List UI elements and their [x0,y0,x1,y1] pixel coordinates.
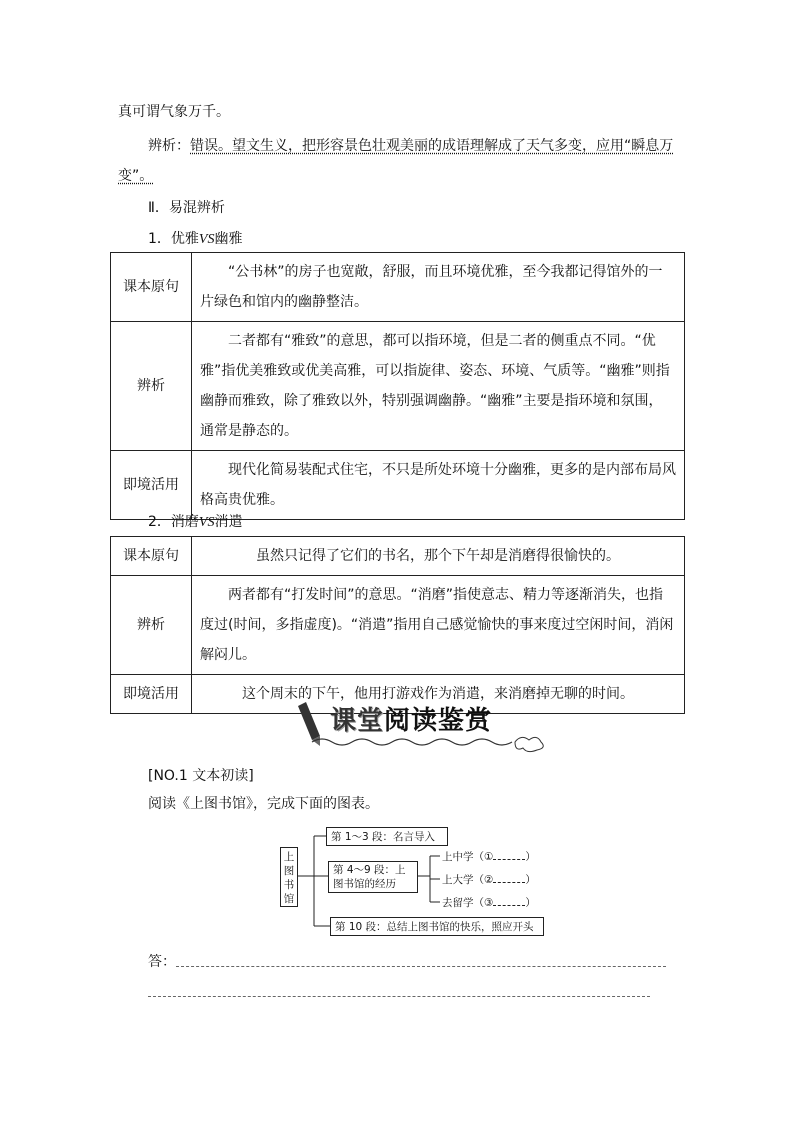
item2-title [148,512,242,533]
row-text: 两者都有“打发时间”的意思。“消磨”指使意志、精力等逐渐消失，也指度过(时间，多指虚度)。“消遣”指用自己感觉愉快的事来度过空闲时间，消闲解闷儿。 [192,576,685,675]
row-text: 这个周末的下午，他用打游戏作为消遣，来消磨掉无聊的时间。 [192,675,685,714]
table-row [111,253,685,322]
item2-num: 2． [148,514,171,530]
answer-line-1[interactable] [176,966,666,967]
row-label: 辨析 [111,322,192,451]
banner-title-b: 阅读鉴赏 [384,706,493,736]
row-text: 二者都有“雅致”的意思，都可以指环境，但是二者的侧重点不同。“优雅”指优美雅致或优美高雅，可以指旋律、姿态、环境、气质等。“幽雅”则指幽静而雅致，除了雅致以外，特别强调幽静。“幽雅”主要是指环境和氛围，通常是静态的。 [192,322,685,451]
row-label: 辨析 [111,576,192,675]
structure-diagram [270,825,570,940]
answer-label: 答： [148,954,176,970]
answer-line-2[interactable] [148,996,650,997]
item1-table [110,252,685,520]
item2-word-b: 消遣 [214,514,243,530]
item1-num: 1． [148,231,171,247]
item2-word-a: 消磨 [170,514,199,530]
analysis-prefix: 辨析： [148,138,190,154]
section-banner [290,700,540,750]
row-label: 即境活用 [111,451,192,520]
row-text: 虽然只记得了它们的书名，那个下午却是消磨得很愉快的。 [192,537,685,576]
reading-tag: [NO.1 文本初读] [148,768,254,784]
diagram-node-3: 第 10 段：总结上图书馆的快乐，照应开头 [330,917,544,936]
diagram-branch-3: 去留学（③ ） [442,897,536,909]
item2-table [110,536,685,714]
banner-squiggle-decoration [310,734,560,754]
table-row [111,576,685,675]
table-row [111,322,685,451]
row-label: 课本原句 [111,253,192,322]
item1-title [148,229,242,250]
item1-word-b: 幽雅 [214,231,243,247]
diagram-branch-1: 上中学（① ） [442,851,536,863]
section2-title: Ⅱ．易混辨析 [148,200,225,216]
diagram-root: 上图书馆 [280,847,298,907]
banner-title-a: 课堂 [330,706,385,736]
item1-word-a: 优雅 [170,231,199,247]
diagram-branch-2: 上大学（② ） [442,874,536,886]
item1-vs: VS [198,232,215,247]
row-text: 现代化简易装配式住宅，不只是所处环境十分幽雅，更多的是内部布局风格高贵优雅。 [192,451,685,520]
row-label: 即境活用 [111,675,192,714]
row-label: 课本原句 [111,537,192,576]
diagram-node-1: 第 1～3 段：名言导入 [326,827,448,846]
row-text: “公书林”的房子也宽敞，舒服，而且环境优雅，至今我都记得馆外的一片绿色和馆内的幽静整洁。 [192,253,685,322]
analysis-underlined: 错误。望文生义，把形容景色壮观美丽的成语理解成了天气多变，应用“瞬息万 [190,138,674,154]
blank-2[interactable] [493,872,525,883]
reading-instruction: 阅读《上图书馆》，完成下面的图表。 [148,796,379,812]
banner-title [330,700,492,737]
analysis-line-2: 变”。 [118,168,154,184]
analysis-line [148,136,673,156]
blank-1[interactable] [493,849,525,860]
item2-vs: VS [198,515,215,530]
table-row [111,537,685,576]
table-row [111,451,685,520]
diagram-node-2: 第 4～9 段：上图书馆的经历 [328,861,418,893]
text-line-1: 真可谓气象万千。 [118,104,230,120]
blank-3[interactable] [493,895,525,906]
